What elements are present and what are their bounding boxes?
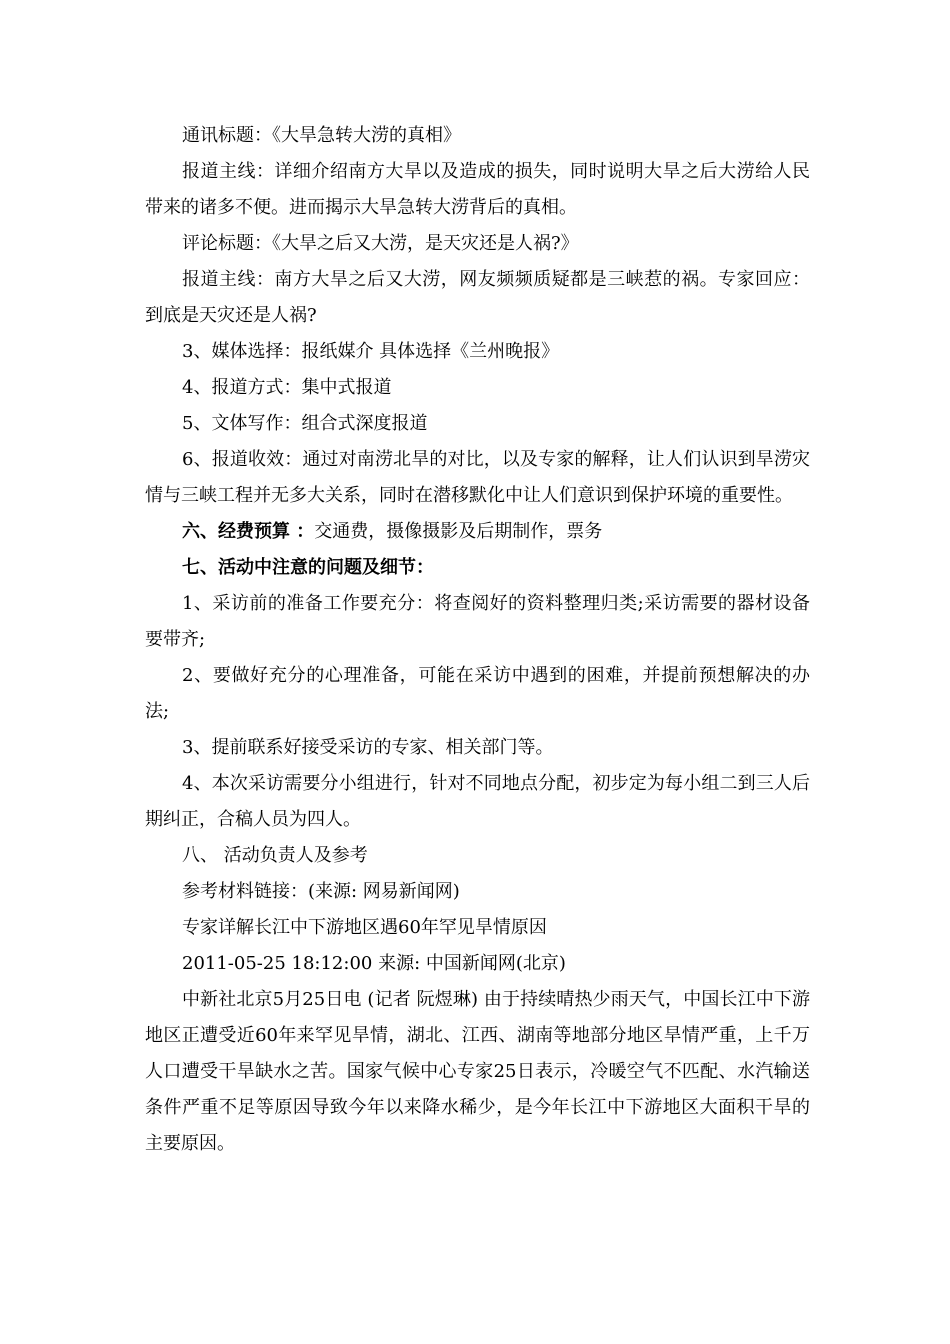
paragraph-text: 通讯标题：《大旱急转大涝的真相》 [182,125,461,146]
media-choice [145,334,810,370]
paragraph-text: 参考材料链接：(来源: 网易新闻网) [182,881,460,902]
writing-style [145,406,810,442]
paragraph-text: 6、报道收效：通过对南涝北旱的对比，以及专家的解释，让人们认识到旱涝灾情与三峡工程并无多大关系，同时在潜移默化中让人们意识到保护环境的重要性。 [145,449,810,506]
article-title [145,910,810,946]
article-dateline [145,946,810,982]
report-method [145,370,810,406]
paragraph-text: 中新社北京5月25日电 (记者 阮煜琳) 由于持续晴热少雨天气，中国长江中下游地区正遭受近60年来罕见旱情，湖北、江西、湖南等地部分地区旱情严重，上千万人口遭受干旱缺水之苦。国家气候中心专家25日表示，冷暖空气不匹配、水汽输送条件严重不足等原因导致今年以来降水稀少，是今年长江中下游地区大面积干旱的主要原因。 [145,989,810,1154]
paragraph-text: 2011-05-25 18:12:00 来源: 中国新闻网(北京) [182,953,566,974]
reference-link [145,874,810,910]
note-item-3 [145,730,810,766]
section-notes [145,550,810,586]
note-item-2 [145,658,810,730]
paragraph-text: 报道主线：详细介绍南方大旱以及造成的损失，同时说明大旱之后大涝给人民带来的诸多不便。进而揭示大旱急转大涝背后的真相。 [145,161,810,218]
comm-title-line [145,118,810,154]
paragraph-text: 5、文体写作：组合式深度报道 [182,413,428,434]
section-budget [145,514,810,550]
paragraph-text: 4、报道方式：集中式报道 [182,377,392,398]
section-leader [145,838,810,874]
report-effect [145,442,810,514]
paragraph-text: 3、媒体选择：报纸媒介 具体选择《兰州晚报》 [182,341,560,362]
report-mainline-2 [145,262,810,334]
paragraph-text: 评论标题：《大旱之后又大涝，是天灾还是人祸?》 [182,233,579,254]
paragraph-text: 交通费，摄像摄影及后期制作，票务 [314,521,603,542]
paragraph-text: 专家详解长江中下游地区遇60年罕见旱情原因 [182,917,547,938]
paragraph-text: 2、要做好充分的心理准备，可能在采访中遇到的困难，并提前预想解决的办法; [145,665,810,722]
article-body [145,982,810,1162]
report-mainline-1 [145,154,810,226]
paragraph-text: 3、提前联系好接受采访的专家、相关部门等。 [182,737,554,758]
comment-title-line [145,226,810,262]
paragraph-text: 八、 活动负责人及参考 [182,845,368,866]
paragraph-text: 1、采访前的准备工作要充分：将查阅好的资料整理归类;采访需要的器材设备要带齐; [145,593,810,650]
paragraph-text: 4、本次采访需要分小组进行，针对不同地点分配，初步定为每小组二到三人后期纠正，合稿人员为四人。 [145,773,810,830]
paragraph-text: 报道主线：南方大旱之后又大涝，网友频频质疑都是三峡惹的祸。专家回应：到底是天灾还是人祸? [145,269,810,326]
section-heading: 七、活动中注意的问题及细节： [182,557,434,578]
note-item-1 [145,586,810,658]
section-heading: 六、经费预算 ： [182,521,315,542]
note-item-4 [145,766,810,838]
